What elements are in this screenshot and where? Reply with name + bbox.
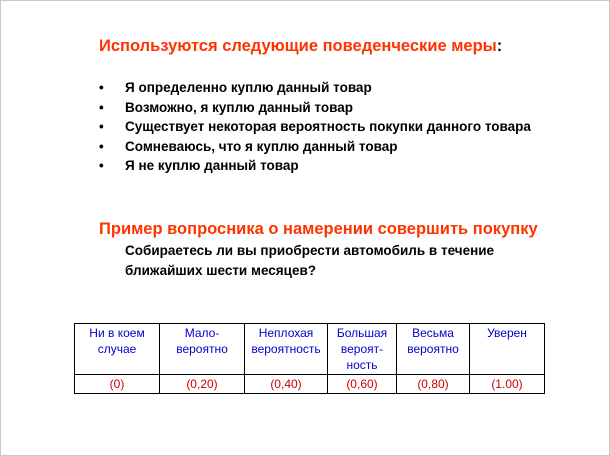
measures-list: [99, 78, 539, 176]
bullet-icon: •: [99, 119, 104, 134]
scale-labels-row: [75, 324, 545, 375]
scale-values-row: [75, 375, 545, 394]
list-item: [99, 137, 539, 157]
scale-label-cell: Ни в коем случае: [75, 324, 160, 375]
slide-title: [99, 37, 502, 56]
example-question: Собираетесь ли вы приобрести автомобиль в течение ближайших шести месяцев?: [125, 243, 495, 278]
scale-value-cell: (0,60): [328, 375, 397, 394]
list-item-text: Я не куплю данный товар: [125, 158, 299, 173]
slide-title-text: Используются следующие поведенческие меры: [99, 37, 497, 55]
bullet-icon: •: [99, 138, 104, 154]
list-item: [99, 98, 539, 118]
scale-value-cell: (0): [75, 375, 160, 394]
scale-label-cell: Неплохая вероятность: [245, 324, 328, 375]
scale-label-cell: Уверен: [470, 324, 545, 375]
scale-label-cell: Большая вероят- ность: [328, 324, 397, 375]
scale-value-cell: (0,80): [397, 375, 470, 394]
list-item-text: Возможно, я куплю данный товар: [125, 99, 353, 115]
list-item-text: Существует некоторая вероятность покупки данного товара: [125, 119, 531, 134]
scale-value-cell: (1.00): [470, 375, 545, 394]
example-title: Пример вопросника о намерении совершить покупку: [99, 220, 538, 238]
bullet-icon: •: [99, 158, 104, 173]
bullet-icon: •: [99, 80, 104, 95]
list-item-text: Сомневаюсь, что я куплю данный товар: [125, 138, 398, 154]
bullet-icon: •: [99, 99, 104, 115]
scale-label-cell: Мало- вероятно: [160, 324, 245, 375]
slide-title-colon: :: [496, 37, 503, 55]
scale-value-cell: (0,40): [245, 375, 328, 394]
list-item: [99, 117, 539, 137]
scale-label-cell: Весьма вероятно: [397, 324, 470, 375]
list-item-text: Я определенно куплю данный товар: [125, 80, 372, 95]
intention-scale-table: [74, 323, 545, 394]
scale-value-cell: (0,20): [160, 375, 245, 394]
list-item: [99, 156, 539, 176]
list-item: [99, 78, 539, 98]
